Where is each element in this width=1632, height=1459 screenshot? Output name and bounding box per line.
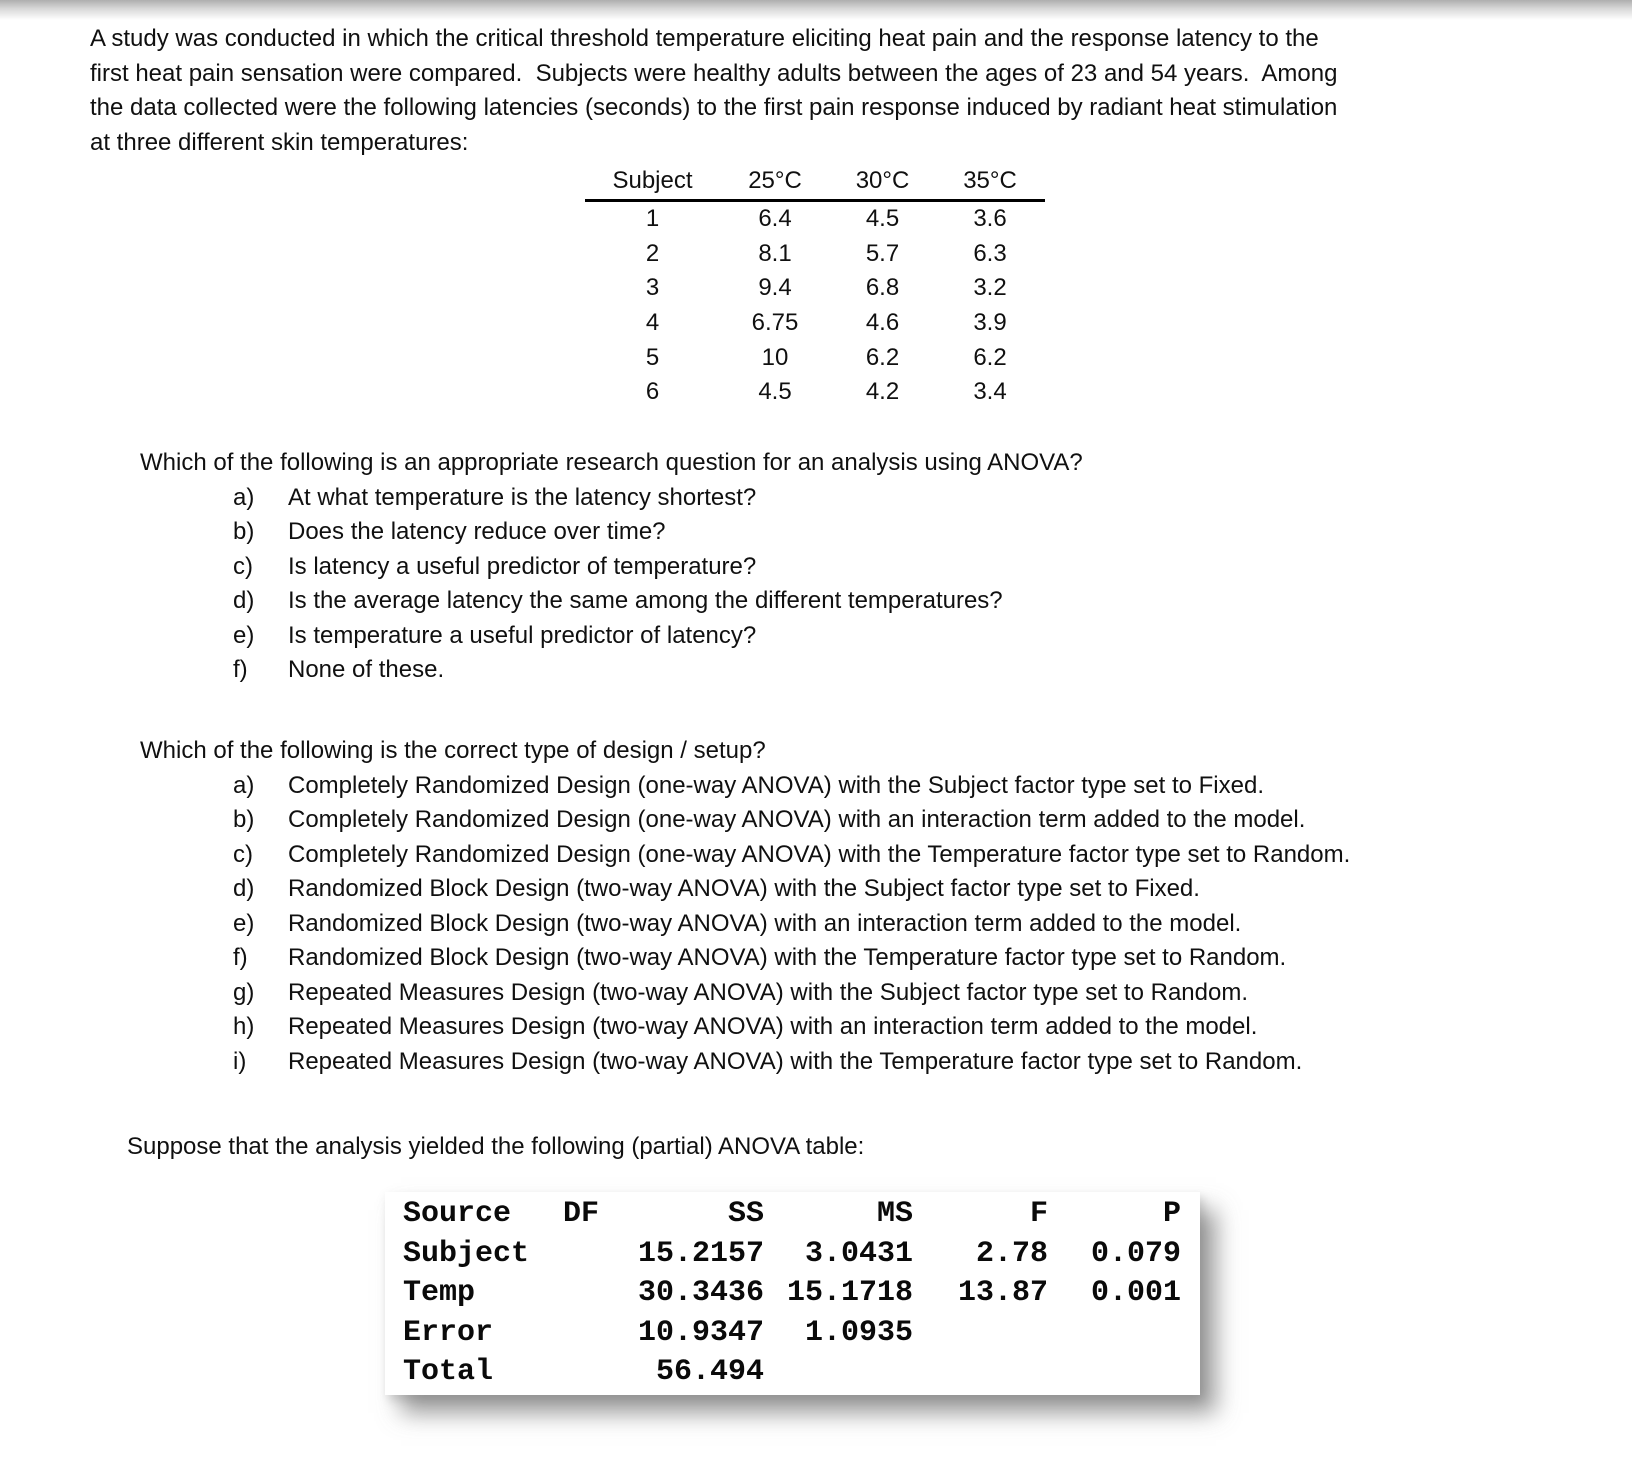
anova-cell: 0.079 bbox=[1091, 1236, 1182, 1271]
anova-cell bbox=[529, 1274, 599, 1314]
option-letter: a) bbox=[233, 771, 255, 799]
option-letter: e) bbox=[233, 621, 255, 649]
option-text: Repeated Measures Design (two-way ANOVA) with the Subject factor type set to Random. bbox=[288, 978, 1248, 1006]
anova-cell bbox=[764, 1353, 913, 1393]
question-2-text: Which of the following is the correct type of design / setup? bbox=[140, 737, 766, 764]
table-cell: 6.2 bbox=[865, 343, 900, 371]
anova-cell: 0.001 bbox=[1091, 1276, 1182, 1310]
option-letter: g) bbox=[233, 978, 255, 1006]
table-cell: 4 bbox=[645, 309, 660, 337]
table-cell: 6.3 bbox=[973, 239, 1007, 267]
table-cell: 4.5 bbox=[758, 378, 792, 406]
question-2-option-d bbox=[233, 872, 1350, 907]
question-1-option-b bbox=[233, 515, 1083, 550]
question-2-option-a bbox=[233, 769, 1350, 804]
intro-line: A study was conducted in which the critical threshold temperature eliciting heat pain and the response latency to the bbox=[90, 25, 1319, 52]
option-text: Randomized Block Design (two-way ANOVA) with an interaction term added to the model. bbox=[288, 909, 1242, 937]
table-row bbox=[585, 201, 1045, 237]
anova-cell bbox=[913, 1314, 1048, 1354]
anova-row-total bbox=[403, 1353, 1181, 1393]
option-letter: d) bbox=[233, 587, 255, 614]
option-text: Is latency a useful predictor of temperature? bbox=[288, 552, 757, 580]
table-cell: 6.2 bbox=[973, 343, 1007, 371]
table-cell: 4.2 bbox=[865, 378, 900, 406]
latency-data-table bbox=[585, 162, 1045, 410]
question-2-option-e bbox=[233, 907, 1350, 942]
table-row bbox=[585, 237, 1045, 272]
table-cell: 3.4 bbox=[973, 378, 1007, 406]
anova-cell bbox=[1048, 1353, 1181, 1393]
table-cell: 3.2 bbox=[973, 274, 1007, 302]
anova-cell: 15.1718 bbox=[787, 1276, 914, 1310]
question-1-option-f bbox=[233, 653, 1083, 688]
anova-cell: 30.3436 bbox=[638, 1276, 765, 1310]
intro-line: at three different skin temperatures: bbox=[90, 128, 469, 156]
anova-cell: 10.9347 bbox=[638, 1315, 765, 1350]
table-cell: 3 bbox=[645, 274, 660, 302]
question-1-option-c bbox=[233, 550, 1083, 585]
option-text: Repeated Measures Design (two-way ANOVA) with the Temperature factor type set to Random. bbox=[288, 1047, 1303, 1075]
option-text: At what temperature is the latency shortest? bbox=[288, 483, 757, 511]
anova-header-row bbox=[403, 1195, 1181, 1235]
anova-cell: 1.0935 bbox=[805, 1315, 914, 1350]
anova-cell: 3.0431 bbox=[805, 1236, 914, 1271]
option-letter: c) bbox=[233, 552, 253, 580]
anova-cell: 15.2157 bbox=[638, 1236, 765, 1271]
option-letter: a) bbox=[233, 483, 255, 511]
question-1-option-d bbox=[233, 584, 1083, 619]
anova-cell: Total bbox=[403, 1355, 494, 1389]
anova-cell: Temp bbox=[403, 1276, 476, 1310]
table-header-row bbox=[585, 162, 1045, 201]
anova-header-p: P bbox=[1163, 1197, 1182, 1231]
anova-row-temp bbox=[403, 1274, 1181, 1314]
question-2-option-b bbox=[233, 803, 1350, 838]
question-2-option-h bbox=[233, 1010, 1350, 1045]
table-cell: 9.4 bbox=[758, 274, 792, 302]
anova-cell: 13.87 bbox=[958, 1276, 1049, 1310]
page-top-edge-shading bbox=[0, 0, 1632, 20]
table-cell: 3.6 bbox=[973, 205, 1007, 233]
option-letter: d) bbox=[233, 875, 255, 902]
option-letter: b) bbox=[233, 518, 255, 545]
table-cell: 4.5 bbox=[865, 205, 900, 233]
table-cell: 4.6 bbox=[865, 309, 900, 337]
table-cell: 6.8 bbox=[865, 274, 900, 302]
intro-line: the data collected were the following latencies (seconds) to the first pain response induced by radiant heat stimulation bbox=[90, 94, 1338, 121]
anova-cell bbox=[1048, 1314, 1181, 1354]
anova-intro-text: Suppose that the analysis yielded the following (partial) ANOVA table: bbox=[127, 1133, 865, 1160]
table-cell: 5 bbox=[645, 343, 660, 371]
anova-cell: 56.494 bbox=[656, 1355, 765, 1389]
option-letter: c) bbox=[233, 840, 253, 868]
table-cell: 1 bbox=[645, 205, 660, 233]
anova-table bbox=[403, 1195, 1181, 1393]
option-text: None of these. bbox=[288, 656, 445, 683]
intro-line: first heat pain sensation were compared. Subjects were healthy adults between the ages of 23 and 54 years. Among bbox=[90, 59, 1338, 87]
anova-header-df: DF bbox=[563, 1197, 600, 1231]
question-2-option-f bbox=[233, 941, 1350, 976]
table-cell: 2 bbox=[645, 239, 660, 267]
anova-cell: Subject bbox=[403, 1236, 530, 1271]
table-header-35c: 35°C bbox=[935, 162, 1045, 201]
table-cell: 5.7 bbox=[865, 239, 900, 267]
table-row bbox=[585, 271, 1045, 306]
question-2-option-c bbox=[233, 838, 1350, 873]
table-header-25c: 25°C bbox=[720, 162, 830, 201]
question-1 bbox=[140, 446, 1083, 688]
anova-header-source: Source bbox=[403, 1197, 512, 1231]
anova-table-panel bbox=[385, 1192, 1200, 1395]
option-letter: i) bbox=[233, 1047, 247, 1075]
anova-row-subject bbox=[403, 1235, 1181, 1275]
anova-cell bbox=[529, 1314, 599, 1354]
table-cell: 8.1 bbox=[758, 239, 792, 267]
option-text: Completely Randomized Design (one-way ANOVA) with an interaction term added to the model. bbox=[288, 806, 1306, 833]
anova-cell: Error bbox=[403, 1315, 494, 1350]
option-text: Is temperature a useful predictor of latency? bbox=[288, 621, 757, 649]
question-2-option-g bbox=[233, 976, 1350, 1011]
table-row bbox=[585, 306, 1045, 341]
question-1-text: Which of the following is an appropriate research question for an analysis using ANOVA? bbox=[140, 449, 1083, 476]
option-text: Completely Randomized Design (one-way ANOVA) with the Temperature factor type set to Random. bbox=[288, 840, 1351, 868]
option-letter: e) bbox=[233, 909, 255, 937]
table-row bbox=[585, 375, 1045, 410]
table-row bbox=[585, 340, 1045, 375]
question-1-option-e bbox=[233, 619, 1083, 654]
anova-header-f: F bbox=[1030, 1197, 1049, 1231]
anova-cell: 2.78 bbox=[976, 1236, 1049, 1271]
option-letter: b) bbox=[233, 806, 255, 833]
anova-row-error bbox=[403, 1314, 1181, 1354]
option-letter: f) bbox=[233, 656, 248, 683]
anova-header-ms: MS bbox=[877, 1197, 914, 1231]
table-cell: 3.9 bbox=[973, 309, 1007, 337]
anova-cell bbox=[529, 1353, 599, 1393]
table-header-subject: Subject bbox=[585, 162, 720, 201]
anova-header-ss: SS bbox=[728, 1197, 765, 1231]
table-cell: 10 bbox=[761, 343, 789, 371]
anova-cell bbox=[913, 1353, 1048, 1393]
option-text: Randomized Block Design (two-way ANOVA) with the Subject factor type set to Fixed. bbox=[288, 875, 1200, 902]
question-2 bbox=[140, 734, 1350, 1079]
option-text: Randomized Block Design (two-way ANOVA) with the Temperature factor type set to Random. bbox=[288, 944, 1287, 971]
anova-cell bbox=[529, 1235, 599, 1275]
question-2-option-i bbox=[233, 1045, 1350, 1080]
option-text: Does the latency reduce over time? bbox=[288, 518, 666, 545]
option-letter: f) bbox=[233, 944, 248, 971]
option-text: Repeated Measures Design (two-way ANOVA) with an interaction term added to the model. bbox=[288, 1013, 1258, 1040]
table-cell: 6.75 bbox=[751, 309, 799, 337]
question-1-option-a bbox=[233, 481, 1083, 516]
option-text: Completely Randomized Design (one-way ANOVA) with the Subject factor type set to Fixed. bbox=[288, 771, 1264, 799]
option-text: Is the average latency the same among the different temperatures? bbox=[288, 587, 1003, 614]
table-cell: 6 bbox=[645, 378, 660, 406]
intro-paragraph bbox=[90, 22, 1337, 160]
table-header-30c: 30°C bbox=[830, 162, 935, 201]
table-cell: 6.4 bbox=[758, 205, 792, 233]
option-letter: h) bbox=[233, 1013, 255, 1040]
